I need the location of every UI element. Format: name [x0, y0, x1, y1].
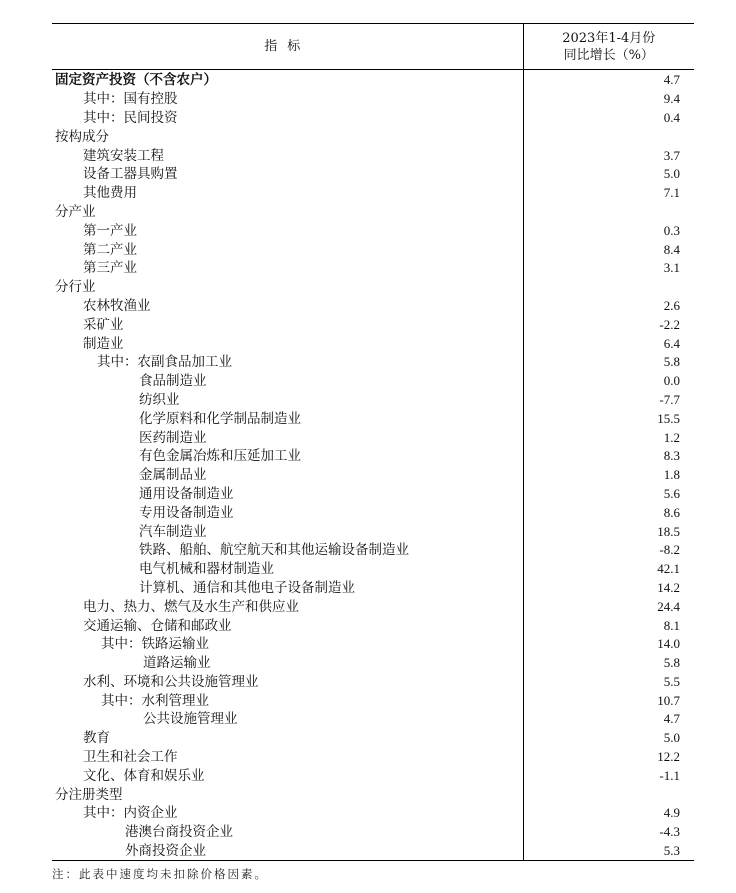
table-row — [52, 334, 694, 353]
row-label: 其中：民间投资 — [83, 109, 178, 126]
row-label-cell — [52, 579, 523, 598]
row-label: 化学原料和化学制品制造业 — [139, 410, 301, 427]
table-row — [52, 560, 694, 579]
table-row — [52, 823, 694, 842]
row-value: 5.5 — [663, 673, 680, 689]
row-label: 其中：铁路运输业 — [101, 636, 209, 653]
row-label-cell — [52, 785, 523, 804]
table-row — [52, 541, 694, 560]
row-label: 汽车制造业 — [139, 523, 207, 540]
row-label-cell — [52, 560, 523, 579]
table-row — [52, 70, 694, 90]
table-row — [52, 409, 694, 428]
row-label: 铁路、船舶、航空航天和其他运输设备制造业 — [139, 542, 409, 559]
row-label-cell — [52, 691, 523, 710]
row-value: 42.1 — [657, 561, 680, 577]
row-label-cell — [52, 804, 523, 823]
table-row — [52, 391, 694, 410]
row-label: 卫生和社会工作 — [83, 749, 178, 766]
row-value: -2.2 — [659, 316, 680, 332]
row-label-cell — [52, 240, 523, 259]
table-row — [52, 485, 694, 504]
row-label-cell — [52, 334, 523, 353]
row-label: 公共设施管理业 — [143, 711, 238, 728]
row-label: 有色金属冶炼和压延加工业 — [139, 448, 301, 465]
row-label-cell — [52, 203, 523, 222]
row-label-cell — [52, 447, 523, 466]
table-row — [52, 673, 694, 692]
row-value: 14.0 — [657, 636, 680, 652]
table-row — [52, 278, 694, 297]
row-label: 食品制造业 — [139, 373, 207, 390]
row-label-cell — [52, 823, 523, 842]
row-value: 0.3 — [663, 222, 680, 238]
row-label-cell — [52, 127, 523, 146]
row-label-cell — [52, 259, 523, 278]
row-label: 第三产业 — [83, 260, 137, 277]
row-value: 8.4 — [663, 241, 680, 257]
table-row — [52, 109, 694, 128]
table-body — [52, 70, 694, 861]
table-row — [52, 127, 694, 146]
table-row — [52, 503, 694, 522]
row-value: 24.4 — [657, 598, 680, 614]
row-value: -1.1 — [659, 767, 680, 783]
row-label-cell — [52, 522, 523, 541]
row-label: 第二产业 — [83, 241, 137, 258]
row-label: 港澳台商投资企业 — [125, 824, 233, 841]
table-row — [52, 221, 694, 240]
row-label: 设备工器具购置 — [83, 166, 178, 183]
row-value — [523, 278, 694, 297]
row-value: 8.6 — [663, 504, 680, 520]
row-label: 道路运输业 — [143, 655, 211, 672]
row-label: 制造业 — [83, 335, 124, 352]
row-label-cell — [52, 353, 523, 372]
table-row — [52, 353, 694, 372]
row-value: 0.0 — [663, 373, 680, 389]
row-value: 5.0 — [663, 166, 680, 182]
row-label-cell — [52, 466, 523, 485]
row-label: 其中：内资企业 — [83, 805, 178, 822]
row-label: 按构成分 — [55, 128, 109, 145]
table-row — [52, 203, 694, 222]
row-value: 8.3 — [663, 448, 680, 464]
row-label-cell — [52, 409, 523, 428]
table-row — [52, 466, 694, 485]
row-label: 电力、热力、燃气及水生产和供应业 — [83, 598, 299, 615]
table-footnote: 注：此表中速度均未扣除价格因素。 — [52, 867, 268, 881]
row-label: 分注册类型 — [55, 786, 123, 803]
row-label: 分行业 — [55, 279, 96, 296]
row-label: 分产业 — [55, 203, 96, 220]
row-value — [523, 785, 694, 804]
row-label-cell — [52, 372, 523, 391]
row-label: 外商投资企业 — [125, 843, 206, 860]
row-value: 5.6 — [663, 485, 680, 501]
row-value — [523, 203, 694, 222]
row-value: 5.8 — [663, 655, 680, 671]
row-label-cell — [52, 597, 523, 616]
row-label: 医药制造业 — [139, 429, 207, 446]
table-row — [52, 691, 694, 710]
row-label-cell — [52, 428, 523, 447]
table-row — [52, 804, 694, 823]
row-label-cell — [52, 221, 523, 240]
row-label: 金属制品业 — [139, 467, 207, 484]
row-label-cell — [52, 70, 523, 90]
row-value: 12.2 — [657, 749, 680, 765]
header-indicator: 指标 — [52, 24, 523, 70]
row-label-cell — [52, 766, 523, 785]
table-row — [52, 240, 694, 259]
row-label-cell — [52, 503, 523, 522]
table-row — [52, 315, 694, 334]
table-row — [52, 842, 694, 861]
table-row — [52, 184, 694, 203]
row-label: 采矿业 — [83, 316, 124, 333]
row-value — [523, 127, 694, 146]
row-label-cell — [52, 616, 523, 635]
table-row — [52, 748, 694, 767]
row-value: 2.6 — [663, 297, 680, 313]
row-label: 其中：农副食品加工业 — [97, 354, 232, 371]
row-label-cell — [52, 391, 523, 410]
row-label-cell — [52, 748, 523, 767]
row-value: 4.7 — [663, 711, 680, 727]
row-label: 文化、体育和娱乐业 — [83, 767, 205, 784]
row-value: -8.2 — [659, 542, 680, 558]
row-label-cell — [52, 278, 523, 297]
row-label-cell — [52, 297, 523, 316]
table-row — [52, 297, 694, 316]
row-label-cell — [52, 654, 523, 673]
row-label: 建筑安装工程 — [83, 147, 164, 164]
header-growth-label: 同比增长（%） — [563, 47, 654, 63]
row-label-cell — [52, 90, 523, 109]
fixed-asset-investment-table — [52, 23, 694, 861]
header-growth — [523, 24, 694, 70]
table-row — [52, 447, 694, 466]
row-label-cell — [52, 842, 523, 861]
row-value: 4.9 — [663, 805, 680, 821]
table-row — [52, 654, 694, 673]
row-value: 3.7 — [663, 147, 680, 163]
row-value: 5.0 — [663, 730, 680, 746]
row-label: 通用设备制造业 — [139, 485, 234, 502]
table-row — [52, 522, 694, 541]
row-label-cell — [52, 315, 523, 334]
row-value: -7.7 — [659, 391, 680, 407]
row-label: 其中：水利管理业 — [101, 692, 209, 709]
row-label: 其他费用 — [83, 185, 137, 202]
row-label: 固定资产投资（不含农户） — [55, 72, 217, 89]
table-row — [52, 710, 694, 729]
table-row — [52, 597, 694, 616]
row-label: 第一产业 — [83, 222, 137, 239]
row-label: 纺织业 — [139, 391, 180, 408]
row-label-cell — [52, 146, 523, 165]
row-value: 3.1 — [663, 260, 680, 276]
row-label-cell — [52, 729, 523, 748]
header-period: 2023年1-4月份 — [562, 30, 656, 46]
row-value: 4.7 — [663, 72, 680, 88]
table-row — [52, 165, 694, 184]
row-label-cell — [52, 710, 523, 729]
table-header — [52, 24, 694, 70]
row-label: 计算机、通信和其他电子设备制造业 — [139, 579, 355, 596]
row-value: 5.3 — [523, 842, 694, 861]
row-value: -4.3 — [659, 824, 680, 840]
row-label: 电气机械和器材制造业 — [139, 561, 274, 578]
row-label-cell — [52, 635, 523, 654]
row-value: 14.2 — [657, 579, 680, 595]
table-row — [52, 766, 694, 785]
row-label: 水利、环境和公共设施管理业 — [83, 673, 259, 690]
row-label-cell — [52, 184, 523, 203]
row-label: 农林牧渔业 — [83, 297, 151, 314]
table-row — [52, 616, 694, 635]
table-row — [52, 579, 694, 598]
row-label: 教育 — [83, 730, 110, 747]
row-value: 0.4 — [663, 109, 680, 125]
row-label: 专用设备制造业 — [139, 504, 234, 521]
table-row — [52, 259, 694, 278]
row-value: 1.2 — [663, 429, 680, 445]
row-label: 交通运输、仓储和邮政业 — [83, 617, 232, 634]
table-row — [52, 635, 694, 654]
row-value: 9.4 — [663, 91, 680, 107]
row-label-cell — [52, 673, 523, 692]
row-value: 5.8 — [663, 354, 680, 370]
row-label-cell — [52, 109, 523, 128]
row-value: 7.1 — [663, 185, 680, 201]
table-row — [52, 428, 694, 447]
row-label: 其中：国有控股 — [83, 91, 178, 108]
row-label-cell — [52, 541, 523, 560]
row-label-cell — [52, 485, 523, 504]
row-value: 6.4 — [663, 335, 680, 351]
row-value: 10.7 — [657, 692, 680, 708]
table-row — [52, 90, 694, 109]
table-row — [52, 372, 694, 391]
table-row — [52, 729, 694, 748]
row-label-cell — [52, 165, 523, 184]
row-value: 8.1 — [663, 617, 680, 633]
table-row — [52, 785, 694, 804]
row-value: 18.5 — [657, 523, 680, 539]
row-value: 1.8 — [663, 467, 680, 483]
row-value: 15.5 — [657, 410, 680, 426]
table-row — [52, 146, 694, 165]
